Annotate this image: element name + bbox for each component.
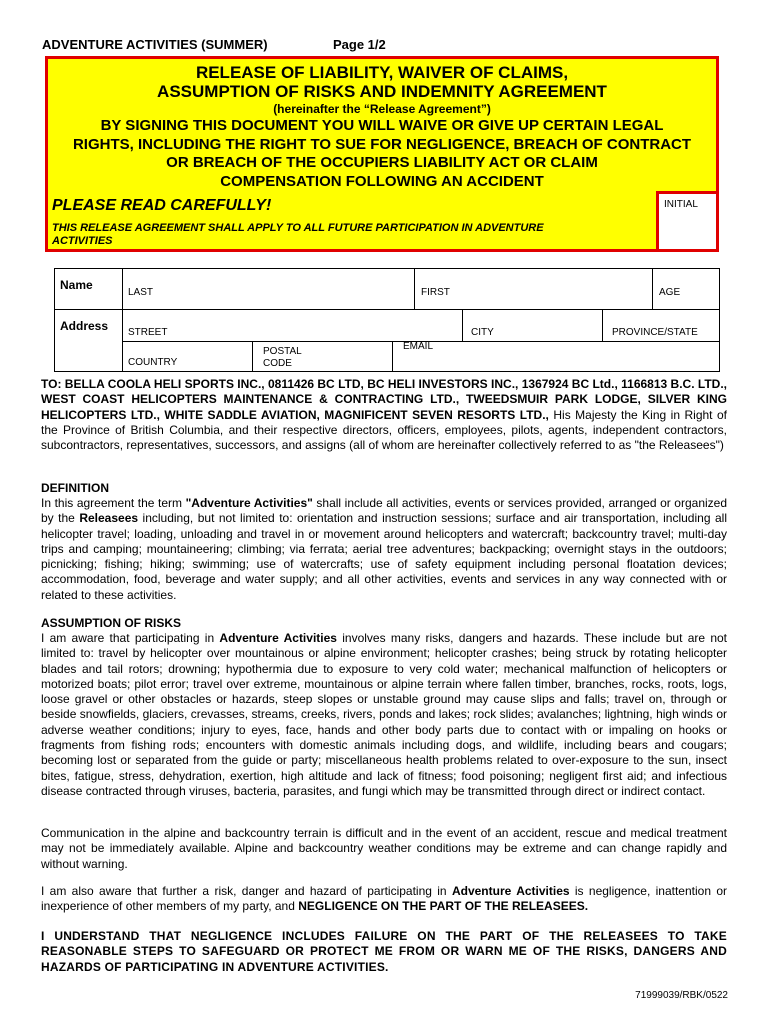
negligence-text-1: I am also aware that further a risk, danger and hazard of participating in [41,884,452,898]
postal-code-field[interactable] [263,346,302,370]
risks-text-2: involves many risks, dangers and hazards. These include but are not limited to: travel by helicopter over mountainous or alpine environment; helicopter crashes; being struck by rotating helicopter blades and tail rotors; drowning; hypothermia due to exposure to very cold water; mechanical malfunction of helicopters or motorized boats; pilot error; travel over extreme, mountainous or alpine terrain where fallen timber, branches, rocks, roots, logs, loose gravel or other obstacles or hazards, steep slopes or unstable ground may cause slips and falls; travel on, through or beside snowfields, glaciers, crevasses, streams, creeks, rivers, ponds and lakes; rock slides; avalanches; lightning, high winds or adverse weather conditions; injury to eyes, face, hands and other body parts due to contact with or impaling on hooks or fragments from fishing rods; encounters with domestic animals including dogs, and wildlife, including bears and cougars; becoming lost or separated from the guide or party; miscellaneous health problems related to over-exposure to the sun, insect bites, fatigue, stress, dehydration, exertion, high altitude and lack of fitness; food poisoning; negligent first aid; and infectious disease contracted through viruses, bacteria, parasites, and fungi which may be transmitted through direct or indirect contact. [41,631,727,798]
first-name-field[interactable]: FIRST [421,287,450,298]
negligence-text-2: is negligence, inattention or inexperience of other members of my party, and [41,884,727,914]
please-read-notice: PLEASE READ CAREFULLY! [52,197,272,214]
definition-paragraph [41,496,727,603]
release-title-line1: RELEASE OF LIABILITY, WAIVER OF CLAIMS, [195,63,569,82]
risks-heading: ASSUMPTION OF RISKS [41,616,182,630]
understand-paragraph: I UNDERSTAND THAT NEGLIGENCE INCLUDES FAILURE ON THE PART OF THE RELEASEES TO TAKE REASONABLE STEPS TO SAFEGUARD OR PROTECT ME FROM OR WARN ME OF THE RISKS, DANGERS AND HAZARDS OF PARTICIPATING IN ADVENTURE ACTIVITIES. [41,929,727,974]
last-name-field[interactable]: LAST [128,287,154,298]
address-label: Address [60,319,109,333]
definition-text-1: In this agreement the term [41,496,186,510]
email-field[interactable]: EMAIL [403,341,434,352]
street-field[interactable]: STREET [128,327,168,338]
postal-code-label-line1: POSTAL [263,346,302,357]
communication-paragraph: Communication in the alpine and backcountry terrain is difficult and in the event of an accident, rescue and medical treatment may not be immediately available. Alpine and backcountry weather conditions may be extreme and can change rapidly and without warning. [41,826,727,871]
participant-info-table [54,268,720,372]
negligence-paragraph [41,884,727,915]
future-participation-line1: THIS RELEASE AGREEMENT SHALL APPLY TO ALL FUTURE PARTICIPATION IN ADVENTURE [52,222,544,234]
age-field[interactable]: AGE [659,287,681,298]
releasees-term: Releasees [79,511,139,526]
negligence-bold: NEGLIGENCE ON THE PART OF THE RELEASEES. [298,899,589,914]
initial-label: INITIAL [664,199,698,210]
definition-text-2: shall include all activities, events or services provided, arranged or organized by the [41,496,728,526]
adventure-activities-term: "Adventure Activities" [185,496,313,510]
legal-warning [48,117,716,191]
city-field[interactable]: CITY [471,327,494,338]
negligence-term: Adventure Activities [451,884,570,898]
legal-warning-line4: COMPENSATION FOLLOWING AN ACCIDENT [220,172,544,190]
country-field[interactable]: COUNTRY [128,357,178,368]
page-number: Page 1/2 [333,37,386,52]
definition-text-3: including, but not limited to: orientation and instruction sessions; surface and air transportation, including all helicopter travel; loading, unloading and travel in or movement around helicopters and watercraft; backcountry travel; multi-day trips and camping; mountaineering; climbing; via ferrata; aerial tree adventures; backpacking; overnight stays in the outdoors; picnicking; fishing; hiking; swimming; use of watercrafts; use of safety equipment including personal floatation devices; accommodation, food, beverage and water supply; and all other activities, events and services in any way connected with or related to these activities. [41,511,727,602]
future-participation-line2: ACTIVITIES [52,235,113,247]
future-participation-notice [52,222,612,248]
legal-warning-line2: RIGHTS, INCLUDING THE RIGHT TO SUE FOR NEGLIGENCE, BREACH OF CONTRACT [72,135,692,153]
releasees-description: His Majesty the King in Right of the Province of British Columbia, and their respective directors, officers, employees, pilots, agents, independent contractors, subcontractors, representatives, successors, and assigns (all of whom are hereinafter collectively referred to as "the Releasees") [41,407,727,453]
release-subtitle: (hereinafter the “Release Agreement”) [273,102,491,116]
release-title-line2: ASSUMPTION OF RISKS AND INDEMNITY AGREEMENT [157,82,607,101]
definition-heading: DEFINITION [41,481,109,495]
risks-term: Adventure Activities [219,631,337,645]
releasees-paragraph [41,377,727,453]
name-label: Name [60,278,93,292]
legal-warning-line3: OR BREACH OF THE OCCUPIERS LIABILITY ACT OR CLAIM [166,154,598,171]
postal-code-label-line2: CODE [263,358,292,369]
risks-paragraph [41,631,727,799]
legal-warning-line1: BY SIGNING THIS DOCUMENT YOU WILL WAIVE OR GIVE UP CERTAIN LEGAL [100,117,664,134]
risks-text-1: I am aware that participating in [41,631,220,645]
document-code: 71999039/RBK/0522 [635,990,728,1001]
province-state-field[interactable]: PROVINCE/STATE [612,327,698,338]
releasees-list: TO: BELLA COOLA HELI SPORTS INC., 0811426 BC LTD, BC HELI INVESTORS INC., 1367924 BC Ltd., 1166813 B.C. LTD., WEST COAST HELICOPTERS MAINTENANCE & CONTRACTING LTD., TWEEDSMUIR PARK LODGE, SILVER KING HELICOPTERS LTD., WHITE SADDLE AVIATION, MAGNIFICENT SEVEN RESORTS LTD., [41,377,727,422]
document-category: ADVENTURE ACTIVITIES (SUMMER) [42,37,268,52]
